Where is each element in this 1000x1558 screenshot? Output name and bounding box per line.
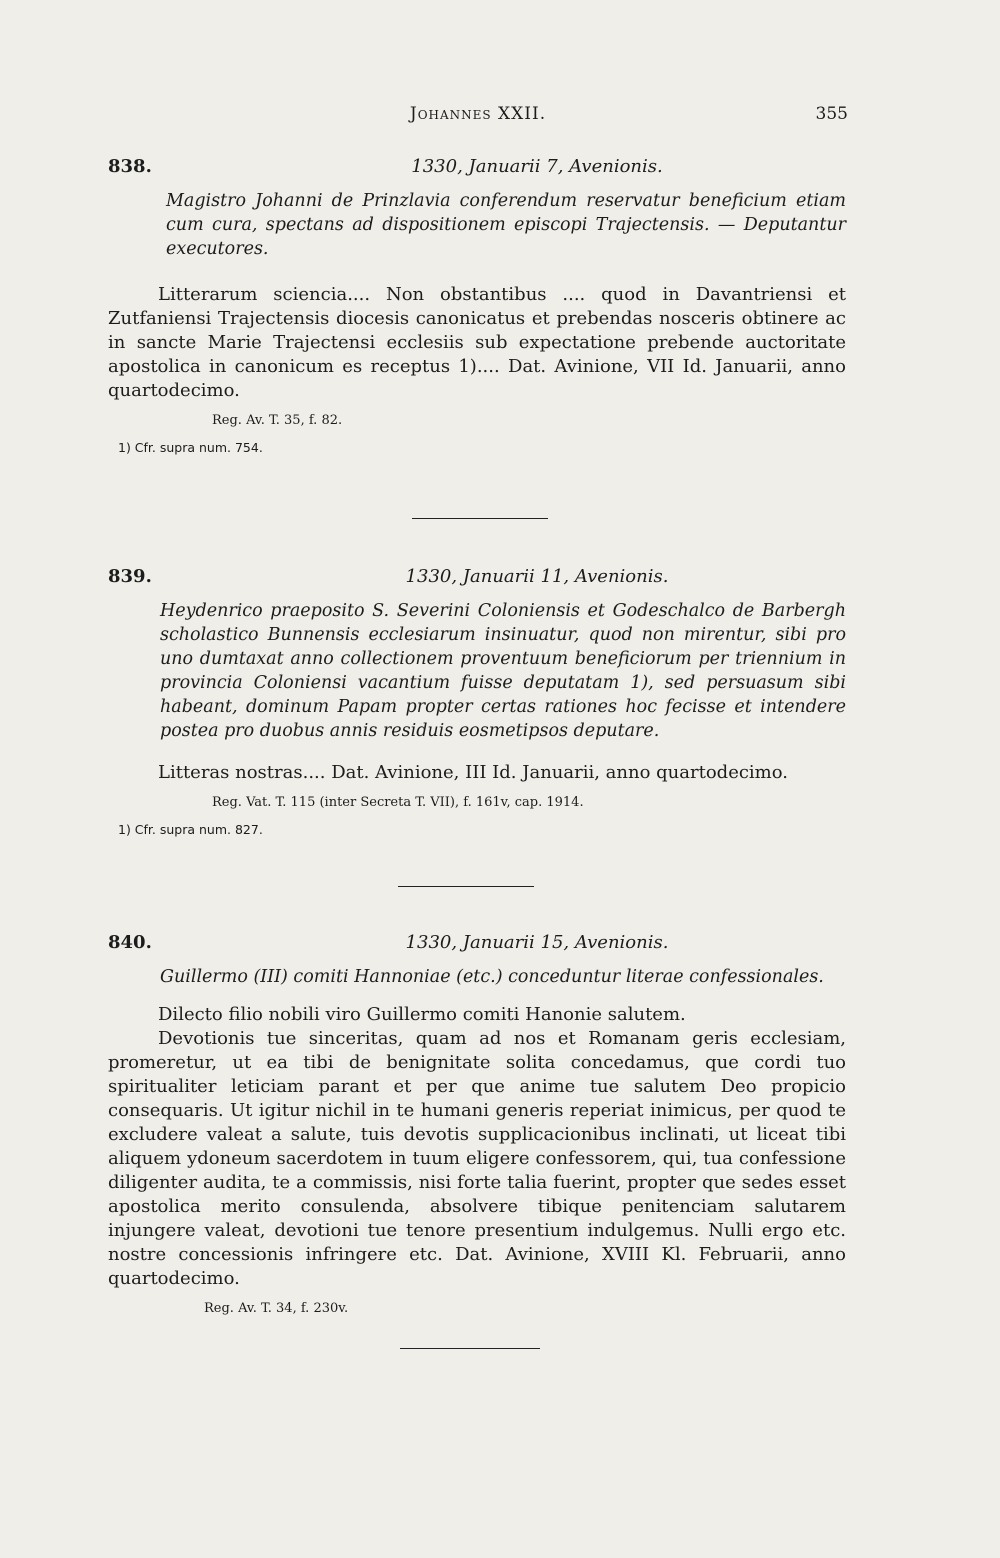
entry-summary: Magistro Johanni de Prinzlavia conferendum reservatur beneficium etiam cum cura, spectans ad dispositionem episcopi Trajectensis. — Deputantur executores. [166, 191, 846, 259]
entry-number: 839. [108, 566, 152, 587]
entry-number: 840. [108, 932, 152, 953]
section-divider [398, 886, 534, 887]
entry-date: 1330, Januarii 15, Avenionis. [405, 932, 669, 953]
archive-reference: Reg. Vat. T. 115 (inter Secreta T. VII), f. 161v, cap. 1914. [212, 795, 584, 810]
archive-reference: Reg. Av. T. 35, f. 82. [212, 413, 343, 428]
footnote: 1) Cfr. supra num. 827. [118, 822, 263, 837]
footnote: 1) Cfr. supra num. 754. [118, 440, 263, 455]
page-header [108, 104, 848, 130]
running-title: Johannes XXII. [409, 104, 547, 124]
page-number: 355 [815, 104, 848, 124]
entry-date: 1330, Januarii 7, Avenionis. [411, 156, 663, 177]
entry-number: 838. [108, 156, 152, 177]
entry-salutation: Dilecto filio nobili viro Guillermo comiti Hanonie salutem. [158, 1004, 686, 1025]
entry-summary: Heydenrico praeposito S. Severini Coloniensis et Godeschalco de Barbergh scholastico Bunnensis ecclesiarum insinuatur, quod non mirentur, sibi pro uno dumtaxat anno collectionem proventuum beneficiorum per triennium in provincia Coloniensi vacantium fuisse deputatam 1), sed persuasum sibi habeant, dominum Papam propter certas rationes hoc fecisse et intendere postea pro duobus annis residuis eosmetipsos deputare. [160, 601, 846, 741]
section-divider [412, 518, 548, 519]
section-divider [400, 1348, 540, 1349]
entry-summary: Guillermo (III) comiti Hannoniae (etc.) conceduntur literae confessionales. [160, 967, 824, 987]
entry-838 [108, 156, 846, 455]
entry-840 [108, 932, 846, 1316]
entry-839 [108, 566, 846, 837]
archive-reference: Reg. Av. T. 34, f. 230v. [204, 1301, 349, 1316]
entry-text: Litterarum sciencia.... Non obstantibus .... quod in Davantriensi et Zutfaniensi Trajectensis diocesis canonicatus et prebendas nosceris obtinere ac in sancte Marie Trajectensi ecclesiis sub expectatione prebende auctoritate apostolica in canonicum es receptus 1).... Dat. Avinione, VII Id. Januarii, anno quartodecimo. [108, 284, 846, 401]
entry-text: Litteras nostras.... Dat. Avinione, III Id. Januarii, anno quartodecimo. [158, 762, 788, 783]
entry-date: 1330, Januarii 11, Avenionis. [405, 566, 669, 587]
entry-text: Devotionis tue sinceritas, quam ad nos et Romanam geris ecclesiam, promeretur, ut ea tibi de benignitate solita concedamus, que cordi tuo spiritualiter leticiam parant et per que anime tue salutem Deo propicio consequaris. Ut igitur nichil in te humani generis reperiat inimicus, per quod te excludere valeat a salute, tuis devotis supplicacionibus inclinati, ut liceat tibi aliquem ydoneum sacerdotem in tuum eligere confessorem, qui, tua confessione diligenter audita, te a commissis, nisi forte talia fuerint, propter que sedes esset apostolica merito consulenda, absolvere tibique penitenciam salutarem injungere valeat, devotioni tue tenore presentium indulgemus. Nulli ergo etc. nostre concessionis infringere etc. Dat. Avinione, XVIII Kl. Februarii, anno quartodecimo. [108, 1028, 846, 1289]
